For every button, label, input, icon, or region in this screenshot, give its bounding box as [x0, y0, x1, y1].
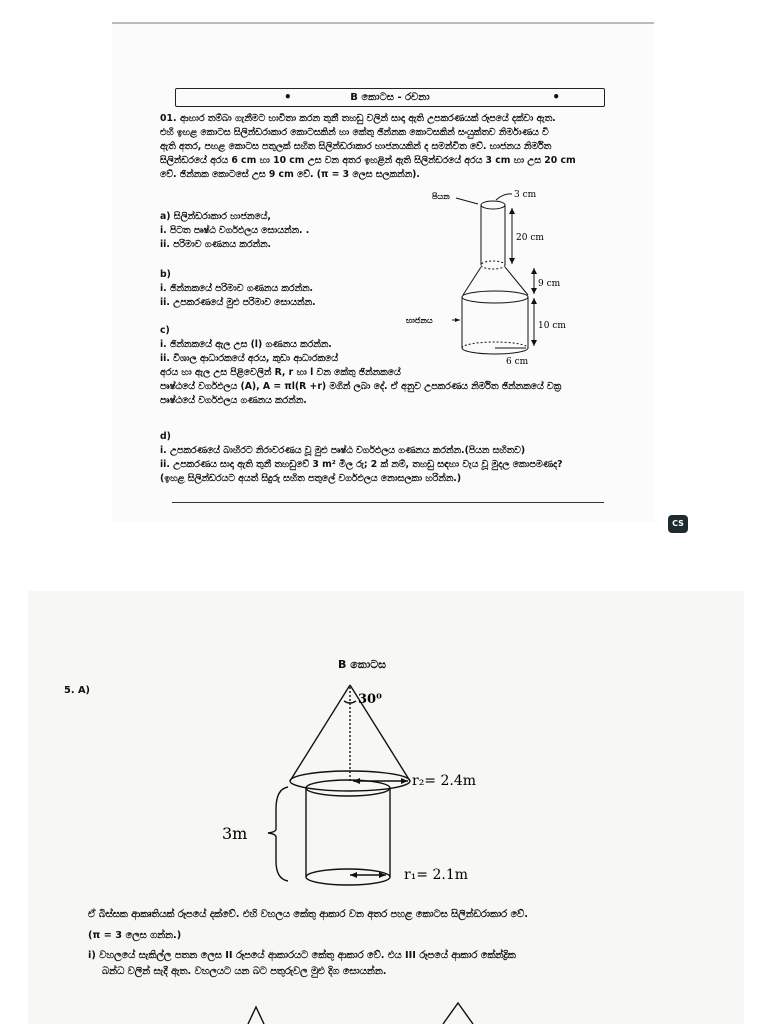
bottom-figure-fragments [238, 999, 488, 1024]
section-a-item: i. පිටත පෘෂ්ඨ වර්ගඵලය සොයන්න. . [160, 225, 310, 236]
question-number: 5. A) [64, 685, 91, 696]
section-c-line: ii. විශාල ආධාරකයේ අරය, කුඩා ආධාරකයේ [160, 353, 339, 364]
vessel-diagram [392, 188, 592, 394]
cylinder-height-label: 20 cm [516, 233, 544, 243]
vessel-label: භාජනය [406, 315, 433, 325]
bottom-rule [172, 502, 604, 503]
header-dot-left: • [284, 90, 292, 104]
section-c-line: පෘෂ්ඨයේ වර්ගඵලය ගණනය කරන්න. [160, 395, 307, 406]
top-radius-label: 3 cm [514, 190, 537, 200]
section-d-line: i. උපකරණයේ බාහිරට නිරාවරණය වූ මුළු පෘෂ්ඨ වර්ගඵලය ගණනය කරන්න.(පියන සහිතව) [160, 445, 526, 456]
vessel-radius-label: 6 cm [506, 357, 529, 367]
vessel-base-back [462, 342, 528, 348]
cone-cylinder-diagram [208, 681, 508, 896]
section-c-line: i. ඡින්නකයේ ඇල උස (l) ගණනය කරන්න. [160, 339, 332, 350]
cone-left-edge [290, 685, 350, 781]
section-header-box [175, 88, 605, 107]
body-line: බන්ධ වලින් සැදී ඇත. වහලයට යන බට පතුරුවල මුළු දිග සොයන්න. [102, 966, 387, 977]
section-d-line: (ඉහළ සිලින්ඩරයට අයත් සිදුරු සහිත පතුලේ වර්ගඵලය නොසලකා හරින්න.) [160, 473, 462, 484]
section-c-label: c) [160, 325, 170, 336]
body-line: (π = 3 ලෙස ගන්න.) [88, 930, 182, 941]
question-number: 01. [160, 113, 177, 124]
section-b-item: ii. උපකරණයේ මුළු පරිමාව සොයන්න. [160, 297, 316, 308]
figure-iii-fragment [443, 1003, 473, 1024]
section-c-line: පෘෂ්ඨයේ වර්ගඵලය (A), A = πl(R +r) මගින් ලබා දේ. ඒ අනුව උපකරණය නිර්මිත ඡින්නකයේ වක්‍ර [160, 381, 562, 392]
camscanner-badge: CS [668, 515, 688, 533]
worksheet-page-1 [112, 22, 654, 522]
angle-label: 30⁰ [358, 692, 382, 707]
frustum-right-edge [505, 267, 528, 295]
section-c-line: අරය හා ඇල උස පිළිවෙලින් R, r හා l වන කේතු ඡින්නකයේ [160, 367, 401, 378]
intro-line: ඇති අතර, පහළ කොටස පතුලක් සහිත සිලින්ඩරාකාර භාජනයකින් ද සමන්විත වේ. භාජනය නිර්මිත [160, 141, 552, 152]
lid-label: පියන [432, 191, 450, 201]
cylinder-top [306, 780, 390, 796]
body-line: ඒ බිස්සක ආකෘතියක් රූපයේ දක්වේ. එහි වහලය කේතු ආකාර වන අතර පහළ කොටස සිලින්ඩරාකාර වේ. [88, 909, 528, 920]
section-d-label: d) [160, 431, 171, 442]
section-title: B කොටස [338, 658, 387, 671]
frustum-height-label: 9 cm [538, 279, 561, 289]
section-a-label: a) සිලින්ඩරාකාර භාජනයේ, [160, 211, 271, 222]
section-b-label: b) [160, 269, 171, 280]
cylinder-base [306, 869, 390, 885]
intro-line: ආහාර තම්බා ගැනීමට භාවිතා කරන තුනී තහඩු වලින් සාදා ඇති උපකරණයක් රූපයේ දක්වා ඇත. [180, 113, 556, 124]
frustum-left-edge [463, 267, 481, 295]
section-a-item: ii. පරිමාව ගණනය කරන්න. [160, 239, 272, 250]
angle-arc [344, 701, 356, 703]
top-cylinder-lid [481, 201, 505, 209]
height-brace [268, 787, 288, 881]
r1-label: r₁= 2.1m [404, 867, 469, 883]
top-radius-leader [496, 194, 512, 200]
top-cylinder-base [481, 261, 505, 269]
worksheet-page-2 [28, 591, 744, 1024]
figure-ii-fragment [248, 1007, 264, 1024]
r2-label: r₂= 2.4m [412, 773, 477, 789]
intro-line: එහි ඉහළ කොටස සිලින්ඩරාකාර කොටසකින් හා කේතු ඡින්නක කොටසකින් සංයුක්තව නිර්මාණය වී [160, 127, 549, 138]
section-b-item: i. ඡින්නකයේ පරිමාව ගණනය කරන්න. [160, 283, 314, 294]
vessel-height-label: 10 cm [538, 321, 566, 331]
lid-leader [456, 198, 478, 204]
vessel-base [462, 348, 528, 354]
height-label: 3m [222, 824, 248, 843]
header-dot-right: • [552, 90, 560, 104]
section-header-title: B කොටස - රචනා [350, 92, 430, 103]
vessel-rim [462, 291, 528, 303]
intro-line: සිලින්ඩරයේ අරය 6 cm හා 10 cm උස වන අතර ඉහළින් ඇති සිලින්ඩරයේ අරය 3 cm හා උස 20 cm [160, 155, 576, 166]
body-line: i) වහලයේ සැකිල්ල පතන ලෙස II රූපයේ ආකාරයට කේතු ආකාර වේ. එය III රූපයේ ආකාර කේන්ද්‍රික [88, 950, 516, 961]
section-d-line: ii. උපකරණය සාදා ඇති තුනී තහඩුවේ 3 m² මිල රු; 2 ක් නම්, තහඩු සඳහා වැය වූ මුදල කොපමණද? [160, 459, 563, 470]
intro-line: වේ. ඡින්නක කොටසේ උස 9 cm වේ. (π = 3 ලෙස සලකන්න). [160, 169, 420, 180]
